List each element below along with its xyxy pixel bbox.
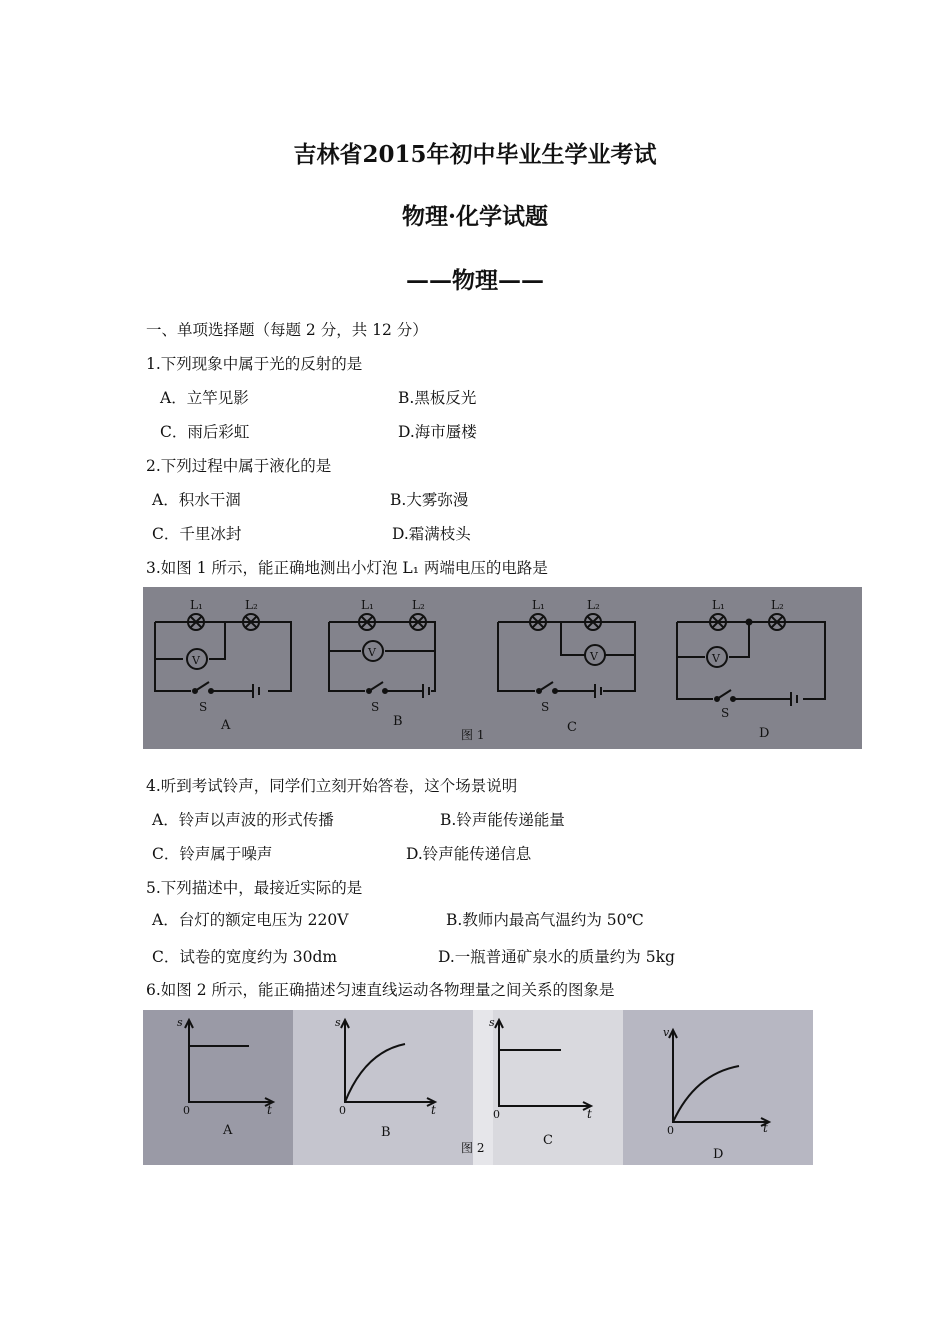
option-label: C xyxy=(543,1133,553,1148)
meter-label: V xyxy=(712,652,720,665)
exam-subtitle: 物理·化学试题 xyxy=(401,203,548,230)
figure-caption: 图 2 xyxy=(461,1141,485,1155)
label-l1: L₁ xyxy=(190,598,203,612)
switch-label: S xyxy=(541,700,550,714)
figure-2-graphs xyxy=(143,1010,813,1165)
question-stem: 6.如图 2 所示，能正确描述匀速直线运动各物理量之间关系的图象是 xyxy=(146,981,615,999)
option-d: D.霜满枝头 xyxy=(392,525,471,543)
label-l2: L₂ xyxy=(771,598,784,612)
option-b: B.大雾弥漫 xyxy=(390,491,469,509)
option-d: D.铃声能传递信息 xyxy=(406,845,532,863)
label-l1: L₁ xyxy=(532,598,545,612)
question-stem: 5.下列描述中，最接近实际的是 xyxy=(146,879,363,897)
option-d: D.一瓶普通矿泉水的质量约为 5kg xyxy=(438,948,675,966)
question-stem: 1.下列现象中属于光的反射的是 xyxy=(146,355,363,373)
option-a: A．立竿见影 xyxy=(160,389,249,407)
option-label: A xyxy=(221,718,231,733)
option-label: D xyxy=(713,1147,724,1162)
axis-label-y: s xyxy=(177,1016,183,1029)
axis-label-y: v xyxy=(663,1026,670,1039)
label-l1: L₁ xyxy=(361,598,374,612)
origin-label: 0 xyxy=(339,1104,346,1117)
option-b: B.黑板反光 xyxy=(398,389,477,407)
axis-label-y: s xyxy=(335,1016,341,1029)
option-c: C．雨后彩虹 xyxy=(160,423,250,441)
label-l1: L₁ xyxy=(712,598,725,612)
option-b: B.铃声能传递能量 xyxy=(440,811,565,829)
option-label: B xyxy=(393,714,403,729)
option-label: A xyxy=(223,1123,233,1138)
label-l2: L₂ xyxy=(245,598,258,612)
question-stem: 3.如图 1 所示，能正确地测出小灯泡 L₁ 两端电压的电路是 xyxy=(146,559,548,577)
axis-label-t: t xyxy=(431,1103,436,1117)
meter-label: V xyxy=(192,654,200,667)
figure-1-circuits xyxy=(143,587,862,749)
label-l2: L₂ xyxy=(412,598,425,612)
option-label: C xyxy=(567,720,577,735)
switch-label: S xyxy=(721,706,730,720)
switch-label: S xyxy=(199,700,208,714)
meter-label: V xyxy=(590,650,598,663)
axis-label-t: t xyxy=(587,1107,592,1121)
switch-label: S xyxy=(371,700,380,714)
option-a: A．台灯的额定电压为 220V xyxy=(152,911,349,929)
axis-label-t: t xyxy=(267,1103,272,1117)
axis-label-y: s xyxy=(489,1016,495,1029)
option-a: A．积水干涸 xyxy=(152,491,241,509)
question-stem: 2.下列过程中属于液化的是 xyxy=(146,457,332,475)
section-title: ——物理—— xyxy=(406,267,544,294)
option-a: A．铃声以声波的形式传播 xyxy=(152,811,334,829)
option-c: C．铃声属于噪声 xyxy=(152,845,273,863)
option-c: C．千里冰封 xyxy=(152,525,242,543)
label-l2: L₂ xyxy=(587,598,600,612)
option-d: D.海市蜃楼 xyxy=(398,423,477,441)
option-label: B xyxy=(381,1125,391,1140)
figure-caption: 图 1 xyxy=(461,728,485,742)
origin-label: 0 xyxy=(667,1124,674,1137)
option-label: D xyxy=(759,726,770,741)
option-b: B.教师内最高气温约为 50℃ xyxy=(446,911,644,929)
meter-label: V xyxy=(368,646,376,659)
option-c: C．试卷的宽度约为 30dm xyxy=(152,948,338,966)
question-stem: 4.听到考试铃声，同学们立刻开始答卷，这个场景说明 xyxy=(146,777,518,795)
origin-label: 0 xyxy=(183,1104,190,1117)
origin-label: 0 xyxy=(493,1108,500,1121)
exam-title: 吉林省2015年初中毕业生学业考试 xyxy=(293,141,657,168)
part-heading: 一、单项选择题（每题 2 分，共 12 分） xyxy=(146,321,428,339)
axis-label-t: t xyxy=(763,1121,768,1135)
